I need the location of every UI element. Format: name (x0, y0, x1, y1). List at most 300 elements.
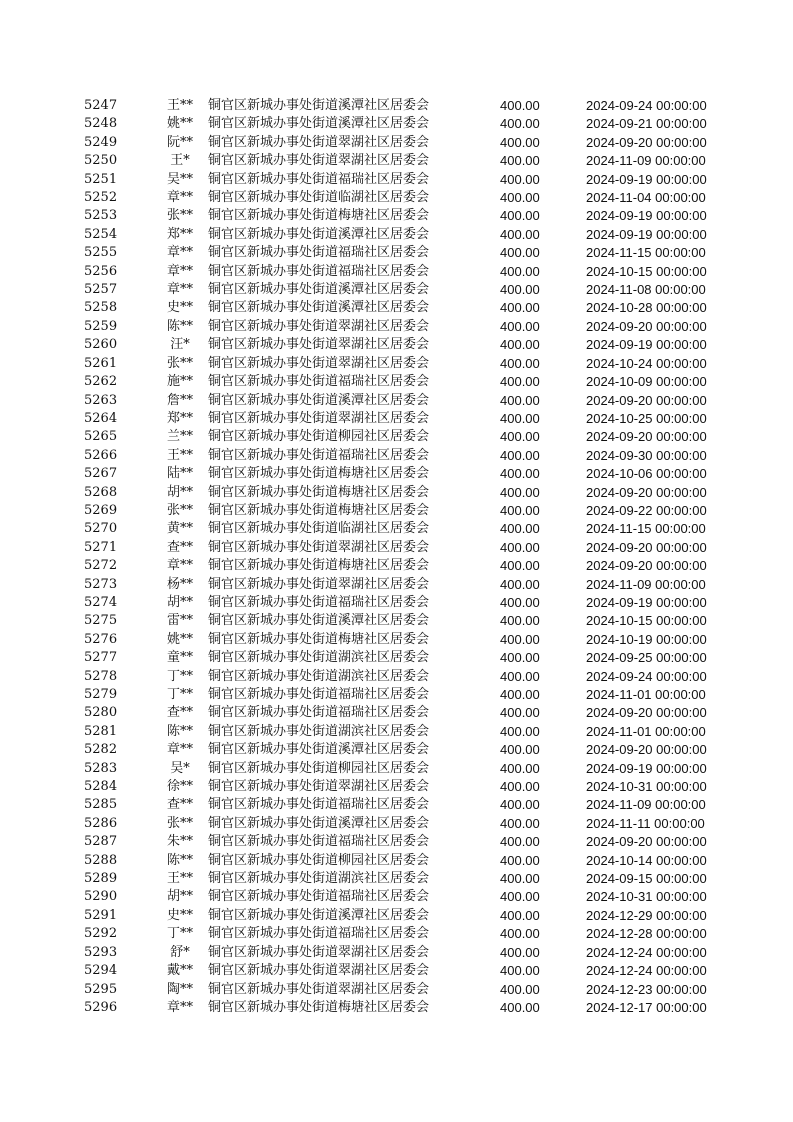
record-date: 2024-09-24 00:00:00 (586, 98, 707, 113)
record-organization: 铜官区新城办事处街道梅塘社区居委会 (208, 466, 430, 482)
record-id: 5247 (84, 98, 118, 113)
record-name: 王** (166, 447, 193, 463)
record-name: 胡** (166, 484, 193, 500)
record-amount: 400.00 (500, 484, 540, 500)
record-organization: 铜官区新城办事处街道梅塘社区居委会 (208, 208, 430, 224)
record-amount: 400.00 (500, 263, 540, 279)
record-date: 2024-12-17 00:00:00 (586, 999, 707, 1015)
record-organization: 铜官区新城办事处街道翠湖社区居委会 (208, 963, 430, 979)
record-date: 2024-09-19 00:00:00 (586, 226, 707, 242)
record-amount: 400.00 (500, 355, 540, 371)
record-date: 2024-09-19 00:00:00 (586, 208, 707, 224)
record-organization: 铜官区新城办事处街道福瑞社区居委会 (208, 245, 430, 261)
table-row (84, 576, 724, 594)
record-amount: 400.00 (500, 98, 540, 113)
record-name: 张** (166, 815, 193, 831)
record-date: 2024-09-19 00:00:00 (586, 171, 707, 187)
record-amount: 400.00 (500, 594, 540, 610)
record-organization: 铜官区新城办事处街道福瑞社区居委会 (208, 447, 430, 463)
table-row (84, 815, 724, 833)
table-row (84, 336, 724, 354)
record-name: 章** (166, 999, 193, 1015)
table-row (84, 484, 724, 502)
table-row (84, 686, 724, 704)
record-id: 5257 (84, 282, 118, 298)
record-amount: 400.00 (500, 999, 540, 1015)
table-row (84, 704, 724, 722)
record-amount: 400.00 (500, 337, 540, 353)
record-amount: 400.00 (500, 889, 540, 905)
record-organization: 铜官区新城办事处街道梅塘社区居委会 (208, 631, 430, 647)
record-amount: 400.00 (500, 300, 540, 316)
record-name: 张** (166, 208, 193, 224)
record-name: 丁** (166, 926, 193, 942)
record-id: 5275 (84, 613, 118, 629)
record-amount: 400.00 (500, 245, 540, 261)
record-name: 王* (170, 153, 190, 169)
record-id: 5278 (84, 668, 118, 684)
record-name: 查** (166, 797, 193, 813)
record-organization: 铜官区新城办事处街道福瑞社区居委会 (208, 263, 430, 279)
record-organization: 铜官区新城办事处街道溪潭社区居委会 (208, 116, 430, 132)
record-organization: 铜官区新城办事处街道溪潭社区居委会 (208, 226, 430, 242)
record-amount: 400.00 (500, 797, 540, 813)
record-date: 2024-10-15 00:00:00 (586, 263, 707, 279)
table-row (84, 870, 724, 888)
record-date: 2024-10-09 00:00:00 (586, 374, 707, 390)
record-name: 汪* (170, 337, 190, 353)
table-row (84, 668, 724, 686)
record-date: 2024-10-24 00:00:00 (586, 355, 707, 371)
table-row (84, 557, 724, 575)
record-amount: 400.00 (500, 963, 540, 979)
record-id: 5269 (84, 502, 118, 518)
record-date: 2024-11-09 00:00:00 (586, 153, 706, 169)
record-amount: 400.00 (500, 981, 540, 997)
record-amount: 400.00 (500, 723, 540, 739)
table-row (84, 981, 724, 999)
record-name: 章** (166, 742, 193, 758)
record-amount: 400.00 (500, 613, 540, 629)
record-organization: 铜官区新城办事处街道翠湖社区居委会 (208, 981, 430, 997)
record-organization: 铜官区新城办事处街道翠湖社区居委会 (208, 355, 430, 371)
table-row (84, 502, 724, 520)
record-id: 5284 (84, 779, 118, 795)
record-id: 5248 (84, 116, 118, 132)
record-organization: 铜官区新城办事处街道福瑞社区居委会 (208, 834, 430, 850)
record-name: 兰** (166, 429, 193, 445)
record-amount: 400.00 (500, 171, 540, 187)
record-organization: 铜官区新城办事处街道湖滨社区居委会 (208, 871, 430, 887)
record-name: 陈** (166, 852, 193, 868)
table-row (84, 171, 724, 189)
record-name: 黄** (166, 521, 193, 537)
record-date: 2024-09-20 00:00:00 (586, 558, 707, 574)
record-amount: 400.00 (500, 742, 540, 758)
record-id: 5285 (84, 797, 118, 813)
record-name: 姚** (166, 631, 193, 647)
record-organization: 铜官区新城办事处街道翠湖社区居委会 (208, 318, 430, 334)
record-organization: 铜官区新城办事处街道柳园社区居委会 (208, 852, 430, 868)
record-date: 2024-12-24 00:00:00 (586, 963, 707, 979)
table-row (84, 852, 724, 870)
record-id: 5279 (84, 687, 118, 702)
record-organization: 铜官区新城办事处街道翠湖社区居委会 (208, 134, 430, 150)
record-date: 2024-12-29 00:00:00 (586, 907, 707, 923)
table-row (84, 796, 724, 814)
record-organization: 铜官区新城办事处街道翠湖社区居委会 (208, 944, 430, 960)
record-organization: 铜官区新城办事处街道梅塘社区居委会 (208, 484, 430, 500)
record-id: 5253 (84, 208, 118, 224)
record-name: 胡** (166, 594, 193, 610)
table-row (84, 925, 724, 943)
record-id: 5251 (84, 171, 118, 187)
record-id: 5283 (84, 760, 118, 776)
record-date: 2024-09-20 00:00:00 (586, 834, 707, 850)
record-date: 2024-11-15 00:00:00 (586, 245, 706, 261)
record-amount: 400.00 (500, 558, 540, 574)
record-amount: 400.00 (500, 834, 540, 850)
record-name: 陈** (166, 318, 193, 334)
record-amount: 400.00 (500, 705, 540, 721)
record-name: 查** (166, 539, 193, 555)
record-id: 5250 (84, 153, 118, 169)
table-row (84, 263, 724, 281)
table-row (84, 888, 724, 906)
table-row (84, 299, 724, 317)
record-amount: 400.00 (500, 429, 540, 445)
record-organization: 铜官区新城办事处街道临湖社区居委会 (208, 190, 430, 206)
record-organization: 铜官区新城办事处街道溪潭社区居委会 (208, 613, 430, 629)
record-date: 2024-10-31 00:00:00 (586, 779, 707, 795)
record-organization: 铜官区新城办事处街道湖滨社区居委会 (208, 650, 430, 666)
record-date: 2024-10-25 00:00:00 (586, 410, 707, 426)
record-id: 5289 (84, 871, 118, 887)
record-id: 5276 (84, 631, 118, 647)
record-organization: 铜官区新城办事处街道梅塘社区居委会 (208, 558, 430, 574)
record-organization: 铜官区新城办事处街道福瑞社区居委会 (208, 687, 430, 702)
record-organization: 铜官区新城办事处街道溪潭社区居委会 (208, 300, 430, 316)
record-id: 5254 (84, 226, 118, 242)
record-date: 2024-09-20 00:00:00 (586, 134, 707, 150)
record-amount: 400.00 (500, 153, 540, 169)
record-amount: 400.00 (500, 687, 540, 702)
record-id: 5286 (84, 815, 118, 831)
record-id: 5270 (84, 521, 118, 537)
record-id: 5258 (84, 300, 118, 316)
record-organization: 铜官区新城办事处街道福瑞社区居委会 (208, 926, 430, 942)
record-id: 5291 (84, 907, 118, 923)
record-organization: 铜官区新城办事处街道溪潭社区居委会 (208, 392, 430, 408)
table-row (84, 318, 724, 336)
record-id: 5277 (84, 650, 118, 666)
record-organization: 铜官区新城办事处街道柳园社区居委会 (208, 429, 430, 445)
record-amount: 400.00 (500, 410, 540, 426)
record-id: 5267 (84, 466, 118, 482)
record-amount: 400.00 (500, 926, 540, 942)
table-row (84, 97, 724, 115)
table-row (84, 244, 724, 262)
table-row (84, 999, 724, 1017)
record-date: 2024-09-20 00:00:00 (586, 318, 707, 334)
record-name: 郑** (166, 410, 193, 426)
record-organization: 铜官区新城办事处街道福瑞社区居委会 (208, 705, 430, 721)
table-row (84, 226, 724, 244)
record-date: 2024-09-19 00:00:00 (586, 337, 707, 353)
record-name: 吴** (166, 171, 193, 187)
record-name: 詹** (166, 392, 193, 408)
record-id: 5296 (84, 999, 118, 1015)
record-id: 5280 (84, 705, 118, 721)
record-amount: 400.00 (500, 852, 540, 868)
record-name: 丁** (166, 668, 193, 684)
record-name: 雷** (166, 613, 193, 629)
record-date: 2024-11-01 00:00:00 (586, 687, 706, 702)
record-organization: 铜官区新城办事处街道溪潭社区居委会 (208, 907, 430, 923)
records-table-body (84, 97, 724, 1017)
record-amount: 400.00 (500, 668, 540, 684)
table-row (84, 428, 724, 446)
record-date: 2024-11-11 00:00:00 (586, 815, 705, 831)
record-id: 5268 (84, 484, 118, 500)
table-row (84, 281, 724, 299)
record-name: 徐** (166, 779, 193, 795)
record-name: 姚** (166, 116, 193, 132)
record-amount: 400.00 (500, 447, 540, 463)
record-name: 施** (166, 374, 193, 390)
record-organization: 铜官区新城办事处街道溪潭社区居委会 (208, 815, 430, 831)
table-row (84, 594, 724, 612)
record-id: 5249 (84, 134, 118, 150)
record-name: 史** (166, 300, 193, 316)
table-row (84, 649, 724, 667)
record-date: 2024-11-15 00:00:00 (586, 521, 706, 537)
record-date: 2024-11-09 00:00:00 (586, 797, 706, 813)
record-date: 2024-11-08 00:00:00 (586, 282, 706, 298)
record-date: 2024-10-28 00:00:00 (586, 300, 707, 316)
record-id: 5263 (84, 392, 118, 408)
record-organization: 铜官区新城办事处街道翠湖社区居委会 (208, 779, 430, 795)
record-amount: 400.00 (500, 576, 540, 592)
record-organization: 铜官区新城办事处街道湖滨社区居委会 (208, 668, 430, 684)
record-organization: 铜官区新城办事处街道翠湖社区居委会 (208, 337, 430, 353)
record-amount: 400.00 (500, 521, 540, 537)
table-row (84, 539, 724, 557)
record-organization: 铜官区新城办事处街道福瑞社区居委会 (208, 797, 430, 813)
record-amount: 400.00 (500, 539, 540, 555)
record-organization: 铜官区新城办事处街道翠湖社区居委会 (208, 576, 430, 592)
record-date: 2024-09-20 00:00:00 (586, 705, 707, 721)
record-name: 王** (166, 871, 193, 887)
record-organization: 铜官区新城办事处街道翠湖社区居委会 (208, 153, 430, 169)
record-id: 5259 (84, 318, 118, 334)
record-name: 郑** (166, 226, 193, 242)
record-amount: 400.00 (500, 318, 540, 334)
record-name: 陈** (166, 723, 193, 739)
record-organization: 铜官区新城办事处街道福瑞社区居委会 (208, 374, 430, 390)
record-id: 5252 (84, 190, 118, 206)
table-row (84, 612, 724, 630)
record-date: 2024-09-20 00:00:00 (586, 429, 707, 445)
record-amount: 400.00 (500, 282, 540, 298)
record-name: 丁** (166, 687, 193, 702)
record-amount: 400.00 (500, 502, 540, 518)
record-date: 2024-10-15 00:00:00 (586, 613, 707, 629)
record-amount: 400.00 (500, 190, 540, 206)
record-name: 胡** (166, 889, 193, 905)
record-date: 2024-10-14 00:00:00 (586, 852, 707, 868)
record-id: 5282 (84, 742, 118, 758)
record-date: 2024-11-01 00:00:00 (586, 723, 706, 739)
record-date: 2024-09-25 00:00:00 (586, 650, 707, 666)
record-organization: 铜官区新城办事处街道临湖社区居委会 (208, 521, 430, 537)
records-table (84, 97, 724, 1017)
record-organization: 铜官区新城办事处街道湖滨社区居委会 (208, 723, 430, 739)
record-id: 5287 (84, 834, 118, 850)
record-id: 5265 (84, 429, 118, 445)
record-id: 5292 (84, 926, 118, 942)
record-id: 5290 (84, 889, 118, 905)
record-name: 查** (166, 705, 193, 721)
record-amount: 400.00 (500, 208, 540, 224)
record-id: 5294 (84, 963, 118, 979)
record-date: 2024-09-19 00:00:00 (586, 760, 707, 776)
record-date: 2024-09-20 00:00:00 (586, 742, 707, 758)
record-name: 张** (166, 502, 193, 518)
record-id: 5288 (84, 852, 118, 868)
record-amount: 400.00 (500, 871, 540, 887)
record-id: 5255 (84, 245, 118, 261)
record-name: 王** (166, 98, 193, 113)
table-row (84, 355, 724, 373)
record-amount: 400.00 (500, 631, 540, 647)
record-date: 2024-11-09 00:00:00 (586, 576, 706, 592)
record-name: 陶** (166, 981, 193, 997)
table-row (84, 833, 724, 851)
record-organization: 铜官区新城办事处街道福瑞社区居委会 (208, 889, 430, 905)
record-date: 2024-09-15 00:00:00 (586, 871, 707, 887)
record-amount: 400.00 (500, 779, 540, 795)
record-date: 2024-09-19 00:00:00 (586, 594, 707, 610)
record-amount: 400.00 (500, 392, 540, 408)
table-row (84, 520, 724, 538)
record-date: 2024-09-22 00:00:00 (586, 502, 707, 518)
table-row (84, 152, 724, 170)
record-name: 章** (166, 263, 193, 279)
table-row (84, 723, 724, 741)
table-row (84, 115, 724, 133)
record-date: 2024-10-31 00:00:00 (586, 889, 707, 905)
table-row (84, 465, 724, 483)
table-row (84, 962, 724, 980)
record-id: 5262 (84, 374, 118, 390)
table-row (84, 134, 724, 152)
table-row (84, 447, 724, 465)
record-name: 童** (166, 650, 193, 666)
record-name: 阮** (166, 134, 193, 150)
record-id: 5281 (84, 723, 118, 739)
record-organization: 铜官区新城办事处街道溪潭社区居委会 (208, 742, 430, 758)
record-date: 2024-09-24 00:00:00 (586, 668, 707, 684)
record-amount: 400.00 (500, 944, 540, 960)
table-row (84, 207, 724, 225)
record-id: 5266 (84, 447, 118, 463)
record-amount: 400.00 (500, 815, 540, 831)
record-date: 2024-12-28 00:00:00 (586, 926, 707, 942)
table-row (84, 392, 724, 410)
record-name: 朱** (166, 834, 193, 850)
record-date: 2024-09-30 00:00:00 (586, 447, 707, 463)
record-organization: 铜官区新城办事处街道柳园社区居委会 (208, 760, 430, 776)
record-amount: 400.00 (500, 907, 540, 923)
record-organization: 铜官区新城办事处街道梅塘社区居委会 (208, 502, 430, 518)
record-name: 张** (166, 355, 193, 371)
record-id: 5274 (84, 594, 118, 610)
record-name: 杨** (166, 576, 193, 592)
table-row (84, 189, 724, 207)
table-row (84, 778, 724, 796)
record-id: 5272 (84, 558, 118, 574)
record-id: 5293 (84, 944, 118, 960)
record-date: 2024-10-19 00:00:00 (586, 631, 707, 647)
record-organization: 铜官区新城办事处街道翠湖社区居委会 (208, 539, 430, 555)
record-amount: 400.00 (500, 374, 540, 390)
record-organization: 铜官区新城办事处街道溪潭社区居委会 (208, 98, 430, 113)
record-date: 2024-11-04 00:00:00 (586, 190, 706, 206)
record-name: 史** (166, 907, 193, 923)
record-name: 戴** (166, 963, 193, 979)
table-row (84, 373, 724, 391)
record-organization: 铜官区新城办事处街道福瑞社区居委会 (208, 594, 430, 610)
record-name: 章** (166, 282, 193, 298)
record-name: 陆** (166, 466, 193, 482)
table-row (84, 631, 724, 649)
record-amount: 400.00 (500, 226, 540, 242)
table-row (84, 907, 724, 925)
record-id: 5295 (84, 981, 118, 997)
record-date: 2024-12-24 00:00:00 (586, 944, 707, 960)
record-amount: 400.00 (500, 116, 540, 132)
record-name: 吴* (170, 760, 190, 776)
record-id: 5260 (84, 337, 118, 353)
record-id: 5271 (84, 539, 118, 555)
table-row (84, 410, 724, 428)
record-organization: 铜官区新城办事处街道溪潭社区居委会 (208, 282, 430, 298)
record-name: 章** (166, 190, 193, 206)
record-date: 2024-09-20 00:00:00 (586, 392, 707, 408)
record-id: 5256 (84, 263, 118, 279)
record-amount: 400.00 (500, 466, 540, 482)
record-date: 2024-12-23 00:00:00 (586, 981, 707, 997)
record-date: 2024-09-20 00:00:00 (586, 484, 707, 500)
record-name: 章** (166, 245, 193, 261)
record-amount: 400.00 (500, 650, 540, 666)
record-organization: 铜官区新城办事处街道翠湖社区居委会 (208, 410, 430, 426)
record-date: 2024-09-21 00:00:00 (586, 116, 707, 132)
record-id: 5264 (84, 410, 118, 426)
table-row (84, 944, 724, 962)
record-date: 2024-10-06 00:00:00 (586, 466, 707, 482)
record-name: 章** (166, 558, 193, 574)
record-id: 5273 (84, 576, 118, 592)
record-amount: 400.00 (500, 760, 540, 776)
record-organization: 铜官区新城办事处街道梅塘社区居委会 (208, 999, 430, 1015)
table-row (84, 741, 724, 759)
record-organization: 铜官区新城办事处街道福瑞社区居委会 (208, 171, 430, 187)
record-id: 5261 (84, 355, 118, 371)
record-name: 舒* (170, 944, 190, 960)
record-amount: 400.00 (500, 134, 540, 150)
